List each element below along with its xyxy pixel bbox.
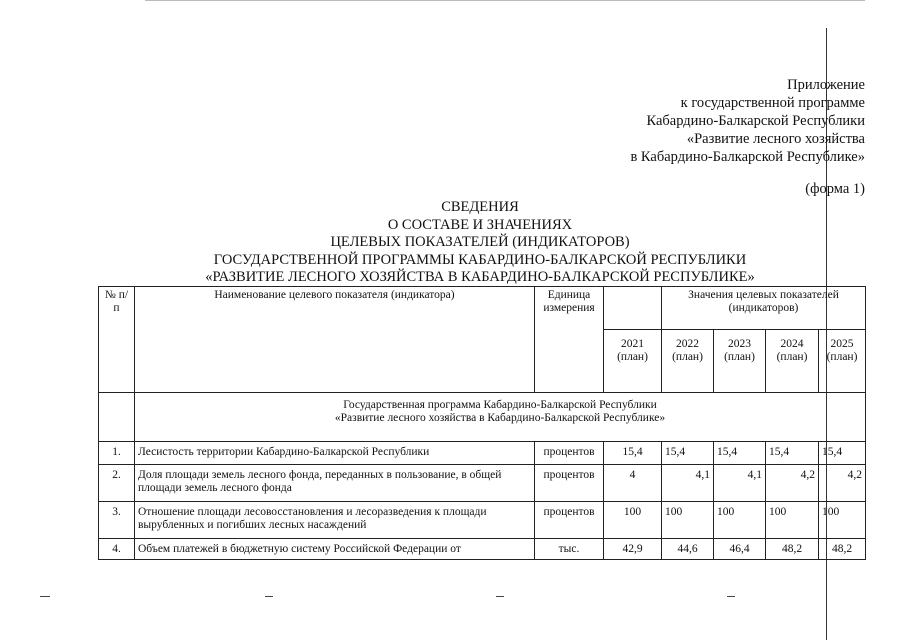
title-line: «РАЗВИТИЕ ЛЕСНОГО ХОЗЯЙСТВА В КАБАРДИНО-БАЛКАРСКОЙ РЕСПУБЛИКЕ»	[205, 269, 755, 285]
row-value: 100	[819, 502, 866, 539]
row-value: 100	[662, 502, 714, 539]
appendix-line: в Кабардино-Балкарской Республике»	[630, 149, 865, 165]
table-row	[99, 502, 866, 539]
header-year-2022	[662, 330, 714, 393]
row-name: Доля площади земель лесного фонда, переданных в пользование, в общей площади земель лесного фонда	[135, 465, 535, 502]
header-num: № п/п	[99, 287, 135, 393]
year-note: (план)	[617, 351, 648, 363]
row-value: 4,1	[714, 465, 766, 502]
year-label: 2022	[676, 338, 699, 350]
row-num: 2.	[99, 465, 135, 502]
row-value: 100	[604, 502, 662, 539]
year-label: 2024	[780, 338, 804, 350]
row-name: Объем платежей в бюджетную систему Российской Федерации от	[135, 539, 535, 560]
scan-mark	[40, 596, 50, 597]
appendix-line: «Развитие лесного хозяйства	[686, 131, 865, 147]
table-row	[99, 442, 866, 465]
title-line: СВЕДЕНИЯ	[441, 199, 519, 215]
row-value: 15,4	[714, 442, 766, 465]
year-note: (план)	[724, 351, 755, 363]
form-label: (форма 1)	[805, 181, 865, 197]
row-value: 4,1	[662, 465, 714, 502]
row-unit: процентов	[535, 465, 604, 502]
row-num: 1.	[99, 442, 135, 465]
row-value: 48,2	[766, 539, 819, 560]
header-blank	[604, 287, 662, 330]
scan-mark	[727, 596, 735, 597]
row-value: 15,4	[819, 442, 866, 465]
appendix-block	[445, 76, 865, 166]
section-line: Государственная программа Кабардино-Балкарской Республики	[343, 399, 657, 411]
header-values: Значения целевых показателей (индикаторов)	[662, 287, 866, 330]
year-label: 2023	[728, 338, 751, 350]
header-year-2025	[819, 330, 866, 393]
scan-top-edge	[145, 0, 865, 1]
row-value: 15,4	[766, 442, 819, 465]
header-year-2023	[714, 330, 766, 393]
title-line: ГОСУДАРСТВЕННОЙ ПРОГРАММЫ КАБАРДИНО-БАЛКАРСКОЙ РЕСПУБЛИКИ	[213, 251, 747, 268]
row-name: Отношение площади лесовосстановления и лесоразведения к площади вырубленных и погибших лесных насаждений	[135, 502, 535, 539]
row-value: 100	[714, 502, 766, 539]
row-value: 4,2	[766, 465, 819, 502]
row-value: 46,4	[714, 539, 766, 560]
header-year-2024	[766, 330, 819, 393]
table-row	[99, 539, 866, 560]
row-unit: процентов	[535, 502, 604, 539]
header-year-2021	[604, 330, 662, 393]
appendix-line: Приложение	[787, 77, 865, 93]
year-label: 2021	[621, 338, 644, 350]
row-value: 48,2	[819, 539, 866, 560]
section-line: «Развитие лесного хозяйства в Кабардино-Балкарской Республике»	[334, 412, 666, 424]
document-title	[150, 199, 810, 287]
appendix-line: Кабардино-Балкарской Республики	[646, 113, 865, 129]
row-value: 42,9	[604, 539, 662, 560]
year-note: (план)	[826, 351, 858, 363]
title-line: О СОСТАВЕ И ЗНАЧЕНИЯХ	[387, 216, 573, 233]
appendix-line: к государственной программе	[680, 95, 865, 111]
header-unit: Единица измерения	[535, 287, 604, 393]
row-unit: тыс.	[535, 539, 604, 560]
year-note: (план)	[672, 351, 703, 363]
row-num: 4.	[99, 539, 135, 560]
row-value: 15,4	[604, 442, 662, 465]
year-note: (план)	[776, 351, 808, 363]
row-name: Лесистость территории Кабардино-Балкарской Республики	[135, 442, 535, 465]
row-value: 15,4	[662, 442, 714, 465]
section-heading	[135, 393, 866, 442]
table-row	[99, 465, 866, 502]
section-num-blank	[99, 393, 135, 442]
header-name: Наименование целевого показателя (индикатора)	[135, 287, 535, 393]
row-unit: процентов	[535, 442, 604, 465]
scan-mark	[496, 596, 504, 597]
row-value: 4,2	[819, 465, 866, 502]
scan-mark	[265, 596, 273, 597]
row-value: 100	[766, 502, 819, 539]
indicators-table	[98, 286, 866, 560]
title-line: ЦЕЛЕВЫХ ПОКАЗАТЕЛЕЙ (ИНДИКАТОРОВ)	[330, 234, 630, 250]
row-value: 44,6	[662, 539, 714, 560]
year-label: 2025	[830, 338, 854, 350]
row-num: 3.	[99, 502, 135, 539]
row-value: 4	[604, 465, 662, 502]
